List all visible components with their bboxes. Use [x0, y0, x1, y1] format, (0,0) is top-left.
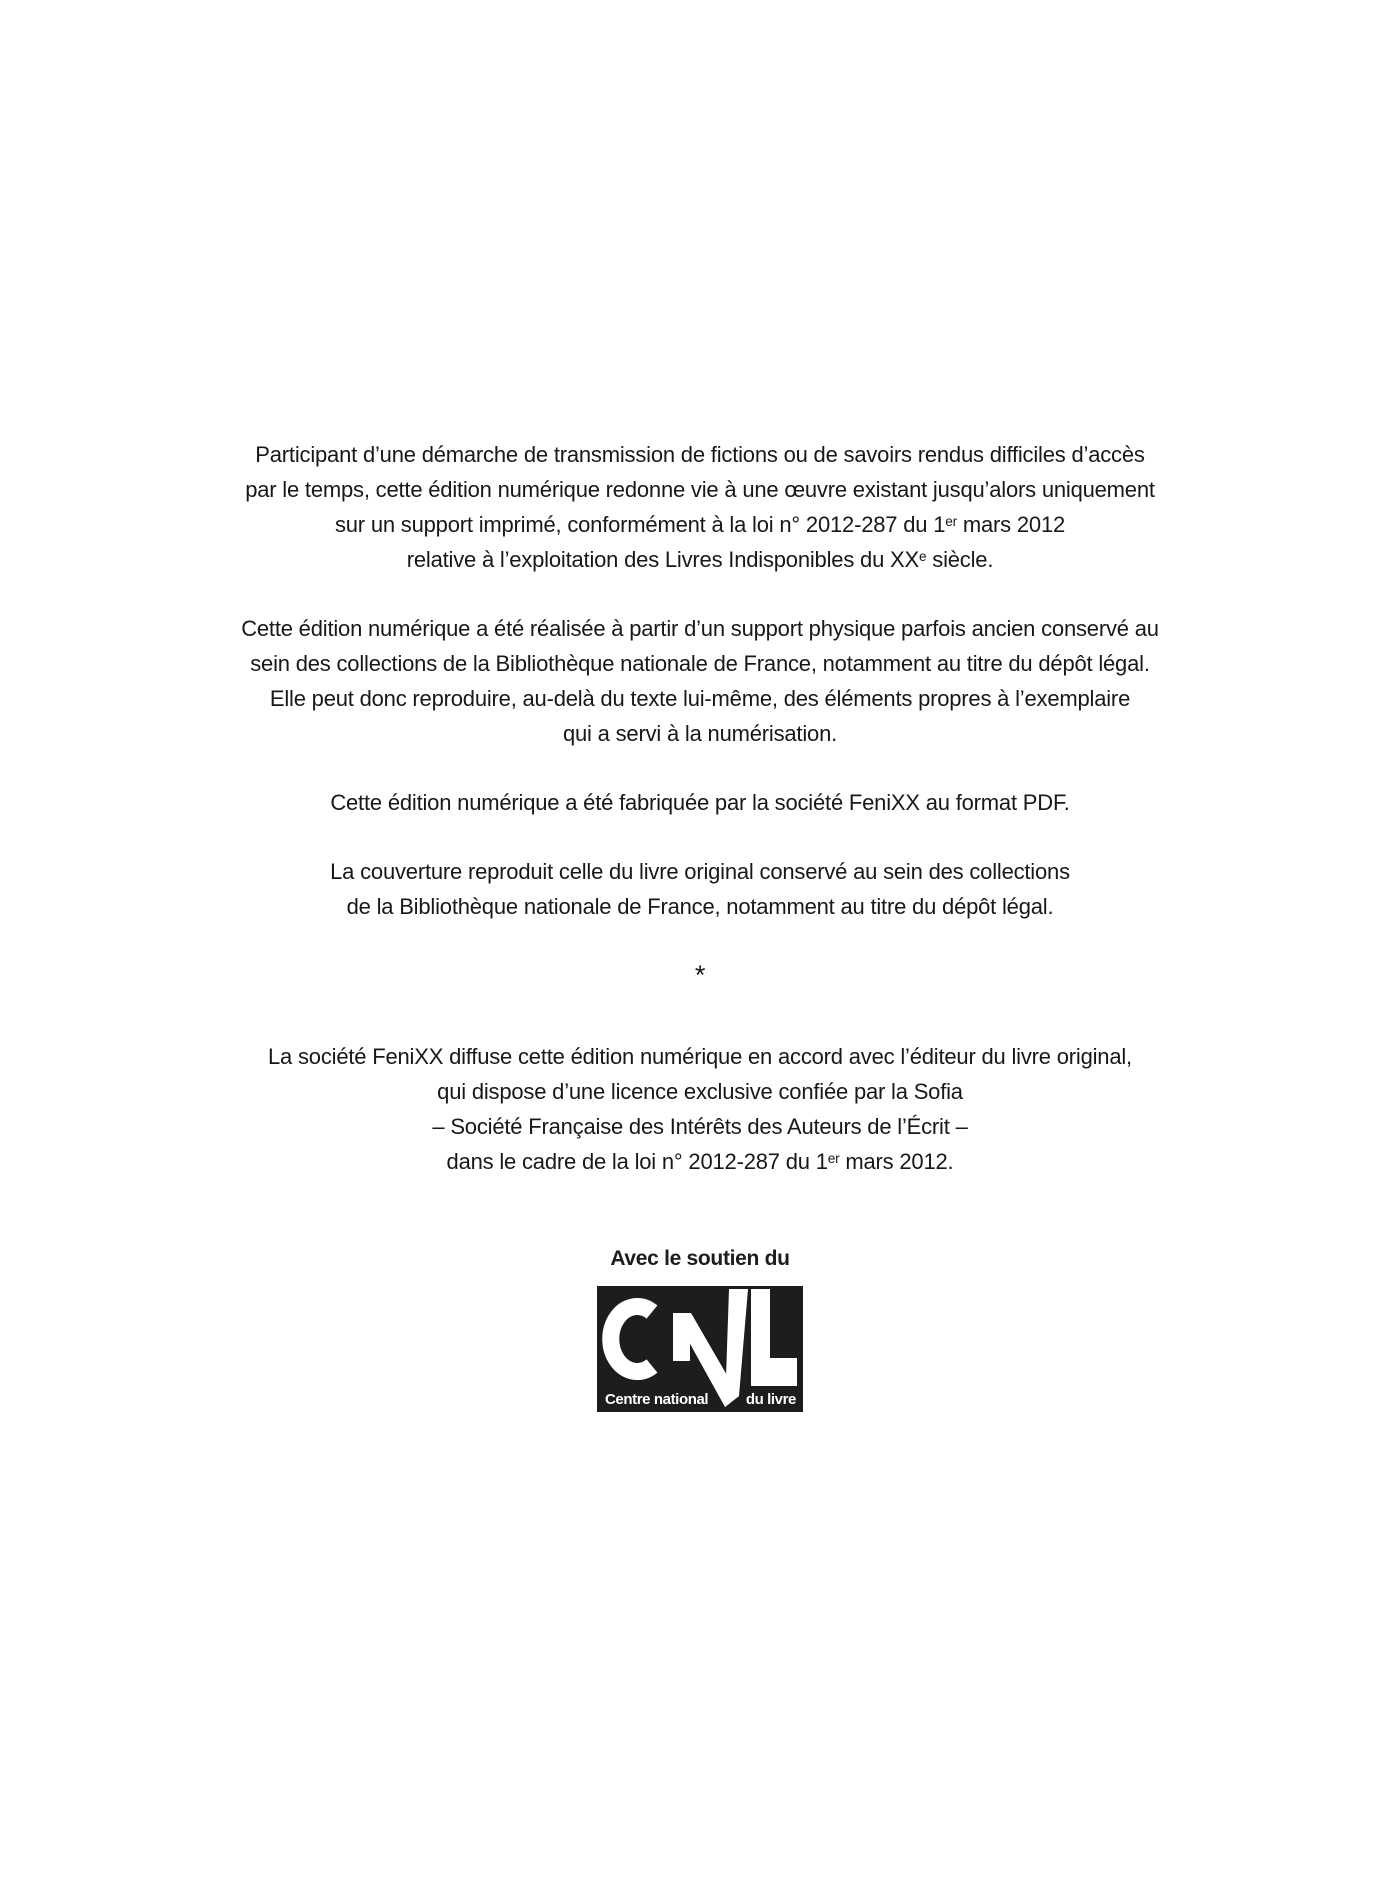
cnl-logo: [597, 1286, 803, 1412]
text-run: mars 2012: [956, 512, 1066, 537]
text-run: mars 2012.: [839, 1149, 954, 1174]
text-run: qui dispose d’une licence exclusive confiée par la Sofia: [437, 1079, 963, 1104]
text-run: de la Bibliothèque nationale de France, notamment au titre du dépôt légal.: [346, 894, 1054, 919]
text-line: [0, 646, 1400, 681]
logo-caption-right: du livre: [745, 1391, 796, 1408]
paragraph-source: [0, 611, 1400, 751]
text-line: [0, 785, 1400, 820]
text-run: relative à l’exploitation des Livres Indisponibles du XX: [406, 547, 919, 572]
superscript-run: er: [945, 514, 957, 530]
text-line: [0, 1144, 1400, 1179]
text-run: La couverture reproduit celle du livre original conservé au sein des collections: [330, 859, 1070, 884]
text-line: [0, 542, 1400, 577]
text-line: [0, 854, 1400, 889]
text-run: Elle peut donc reproduire, au-delà du texte lui-même, des éléments propres à l’exemplaire: [269, 686, 1131, 711]
cnl-logo-block: [0, 1245, 1400, 1412]
text-run: siècle.: [926, 547, 994, 572]
logo-tagline: Avec le soutien du: [610, 1247, 790, 1270]
text-run: Participant d’une démarche de transmission de fictions ou de savoirs rendus difficiles d’accès: [255, 442, 1145, 467]
superscript-run: er: [827, 1151, 840, 1167]
text-line: [0, 611, 1400, 646]
text-run: *: [694, 960, 706, 990]
text-run: qui a servi à la numérisation.: [562, 721, 838, 746]
text-line: [0, 1039, 1400, 1074]
text-run: La société FeniXX diffuse cette édition numérique en accord avec l’éditeur du livre original,: [268, 1044, 1132, 1069]
paragraph-fabrication: [0, 785, 1400, 820]
text-run: Cette édition numérique a été réalisée à partir d’un support physique parfois ancien conservé au: [241, 616, 1159, 641]
text-line: [0, 437, 1400, 472]
text-run: sein des collections de la Bibliothèque nationale de France, notamment au titre du dépôt légal.: [250, 651, 1150, 676]
text-line: [0, 1109, 1400, 1144]
text-run: par le temps, cette édition numérique redonne vie à une œuvre existant jusqu’alors uniquement: [245, 477, 1155, 502]
text-line: [0, 1074, 1400, 1109]
text-line: [0, 681, 1400, 716]
logo-caption-left: Centre national: [605, 1391, 709, 1408]
separator-asterisk: [0, 958, 1400, 993]
text-line: [0, 507, 1400, 542]
text-run: Cette édition numérique a été fabriquée par la société FeniXX au format PDF.: [330, 790, 1070, 815]
text-line: [0, 889, 1400, 924]
paragraph-diffusion: [0, 1039, 1400, 1179]
text-line: [0, 958, 1400, 993]
superscript-run: e: [918, 549, 927, 565]
body-text: [0, 437, 1400, 1179]
paragraph-couverture: [0, 854, 1400, 924]
text-run: dans le cadre de la loi n° 2012-287 du 1: [446, 1149, 828, 1174]
paragraph-transmission: [0, 437, 1400, 577]
text-line: [0, 472, 1400, 507]
text-run: sur un support imprimé, conformément à la loi n° 2012-287 du 1: [334, 512, 946, 537]
text-line: [0, 716, 1400, 751]
text-run: – Société Française des Intérêts des Auteurs de l’Écrit –: [432, 1114, 968, 1139]
